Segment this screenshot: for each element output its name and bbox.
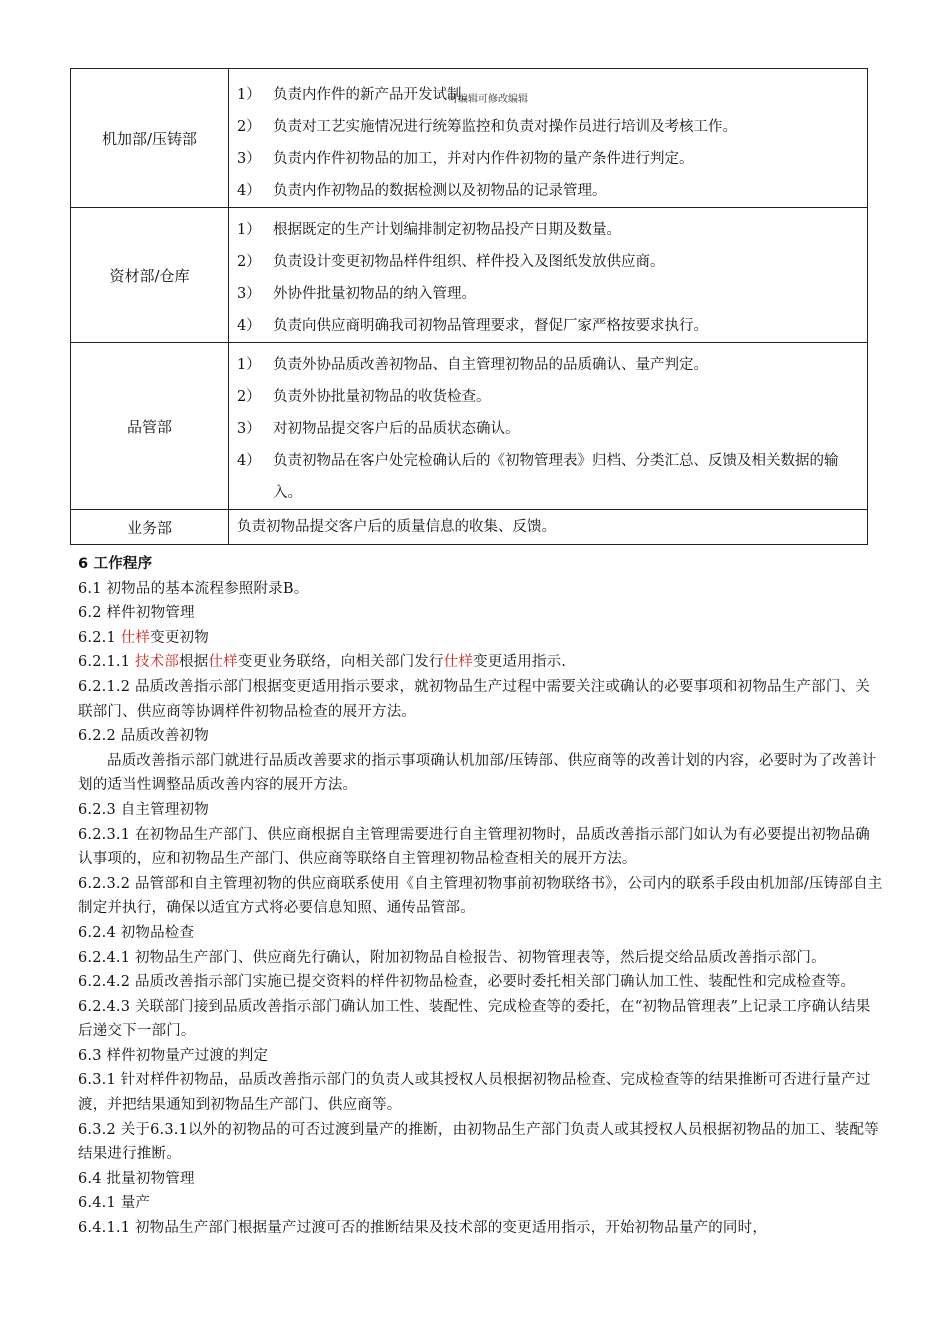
item-number: 1） bbox=[237, 222, 261, 238]
dept-cell bbox=[71, 343, 229, 510]
subsection-heading: 6.3 样件初物量产过渡的判定 bbox=[78, 1047, 269, 1064]
item-text: 负责内作件初物品的加工，并对内作件初物的量产条件进行判定。 bbox=[273, 151, 694, 167]
paragraph: 6.2.4.1 初物品生产部门、供应商先行确认，附加初物品自检报告、初物管理表等，然后提交给品质改善指示部门。 bbox=[78, 949, 826, 966]
dept-name: 品管部 bbox=[126, 417, 172, 436]
paragraph: 6.2.1.2 品质改善指示部门根据变更适用指示要求，就初物品生产过程中需要关注或确认的必要事项和初物品生产部门、关联部门、供应商等协调样件初物品检查的展开方法。 bbox=[78, 678, 870, 720]
subsection-heading: 6.2 样件初物管理 bbox=[78, 605, 195, 622]
section-heading: 6 工作程序 bbox=[78, 556, 153, 572]
item-text: 负责内作初物品的数据检测以及初物品的记录管理。 bbox=[273, 183, 607, 199]
item-number: 4） bbox=[237, 183, 261, 199]
paragraph: 6.2.3.2 品管部和自主管理初物的供应商联系使用《自主管理初物事前初物联络书》，公司内的联系手段由机加部/压铸部自主制定并执行，确保以适宜方式将必要信息知照、通传品管部。 bbox=[78, 875, 883, 917]
list-item bbox=[237, 79, 867, 111]
highlight-text: 技术部 bbox=[134, 654, 180, 671]
list-item bbox=[237, 413, 867, 445]
duties-cell bbox=[229, 69, 868, 208]
dept-name: 业务部 bbox=[126, 518, 172, 537]
paragraph: 6.1 初物品的基本流程参照附录B。 bbox=[78, 580, 309, 597]
paragraph: 品质改善指示部门就进行品质改善要求的指示事项确认机加部/压铸部、供应商等的改善计划的内容，必要时为了改善计划的适当性调整品质改善内容的展开方法。 bbox=[78, 752, 877, 794]
list-item bbox=[237, 278, 867, 310]
subsection-heading: 6.4 批量初物管理 bbox=[78, 1170, 195, 1187]
duties-cell bbox=[229, 208, 868, 343]
paragraph: 6.4.1.1 初物品生产部门根据量产过渡可否的推断结果及技术部的变更适用指示，开始初物品量产的同时， bbox=[78, 1220, 768, 1237]
item-number: 4） bbox=[237, 453, 261, 469]
highlight-text: 仕样 bbox=[443, 654, 474, 671]
item-text: 对初物品提交客户后的品质状态确认。 bbox=[273, 421, 520, 437]
highlight-text: 仕样 bbox=[120, 629, 151, 646]
item-text: 根据既定的生产计划编排制定初物品投产日期及数量。 bbox=[273, 222, 621, 238]
list-item bbox=[237, 143, 867, 175]
table-row bbox=[71, 69, 868, 208]
dept-name: 资材部/仓库 bbox=[109, 266, 190, 285]
paragraph: 6.3.1 针对样件初物品，品质改善指示部门的负责人或其授权人员根据初物品检查、完成检查等的结果推断可否进行量产过渡，并把结果通知到初物品生产部门、供应商等。 bbox=[78, 1072, 871, 1114]
item-number: 3） bbox=[237, 286, 261, 302]
paragraph: 6.2.4.3 关联部门接到品质改善指示部门确认加工性、装配性、完成检查等的委托，在“初物品管理表”上记录工序确认结果后递交下一部门。 bbox=[78, 998, 871, 1040]
paragraph bbox=[78, 650, 884, 675]
duties-cell bbox=[229, 510, 868, 545]
list-item bbox=[237, 111, 867, 143]
list-item bbox=[237, 310, 867, 342]
responsibility-table bbox=[70, 68, 868, 545]
highlight-text: 仕样 bbox=[208, 654, 238, 671]
subsection-heading bbox=[78, 626, 884, 651]
watermark-text: 可编辑可修改编辑 bbox=[448, 94, 528, 105]
item-number: 2） bbox=[237, 254, 261, 270]
paragraph: 6.3.2 关于6.3.1以外的初物品的可否过渡到量产的推断，由初物品生产部门负责人或其授权人员根据初物品的加工、装配等结果进行推断。 bbox=[78, 1121, 879, 1163]
item-text: 负责对工艺实施情况进行统筹监控和负责对操作员进行培训及考核工作。 bbox=[273, 119, 737, 135]
paragraph: 6.2.3.1 在初物品生产部门、供应商根据自主管理需要进行自主管理初物时，品质改善指示部门如认为有必要提出初物品确认事项的，应和初物品生产部门、供应商等联络自主管理初物品检查相关的展开方法。 bbox=[78, 826, 870, 868]
dept-cell bbox=[71, 208, 229, 343]
table-row bbox=[71, 343, 868, 510]
text-run: 根据 bbox=[179, 654, 209, 671]
table-row bbox=[71, 510, 868, 545]
item-number: 4） bbox=[237, 318, 261, 334]
list-item bbox=[237, 246, 867, 278]
item-text: 负责外协品质改善初物品、自主管理初物品的品质确认、量产判定。 bbox=[273, 357, 708, 373]
list-item bbox=[237, 175, 867, 207]
item-text: 负责设计变更初物品样件组织、样件投入及图纸发放供应商。 bbox=[273, 254, 665, 270]
subsection-heading: 6.2.2 品质改善初物 bbox=[78, 728, 209, 745]
item-number: 3） bbox=[237, 421, 261, 437]
item-text: 负责初物品提交客户后的质量信息的收集、反馈。 bbox=[237, 519, 556, 535]
item-text: 负责外协批量初物品的收货检查。 bbox=[273, 389, 491, 405]
item-text: 负责向供应商明确我司初物品管理要求，督促厂家严格按要求执行。 bbox=[273, 318, 708, 334]
item-number: 1） bbox=[237, 357, 261, 373]
subsection-heading: 6.2.3 自主管理初物 bbox=[78, 801, 209, 818]
dept-cell bbox=[71, 510, 229, 545]
item-text: 负责内作件的新产品开发试制。 bbox=[273, 87, 476, 103]
item-number: 2） bbox=[237, 119, 261, 135]
list-item bbox=[237, 445, 867, 509]
text-run: 变更初物 bbox=[150, 629, 209, 646]
list-item bbox=[237, 349, 867, 381]
paragraph: 6.2.4.2 品质改善指示部门实施已提交资料的样件初物品检查，必要时委托相关部门确认加工性、装配性和完成检查等。 bbox=[78, 974, 856, 991]
item-number: 3） bbox=[237, 151, 261, 167]
duties-cell bbox=[229, 343, 868, 510]
dept-name: 机加部/压铸部 bbox=[101, 129, 198, 148]
dept-cell bbox=[71, 69, 229, 208]
text-run: 6.2.1.1 bbox=[78, 654, 135, 671]
text-run: 变更适用指示. bbox=[473, 654, 567, 671]
text-run: 变更业务联络，向相关部门发行 bbox=[237, 654, 444, 671]
list-item bbox=[237, 214, 867, 246]
document-body bbox=[78, 552, 884, 1241]
list-item bbox=[237, 381, 867, 413]
subsection-heading: 6.2.4 初物品检查 bbox=[78, 924, 195, 941]
item-number: 2） bbox=[237, 389, 261, 405]
item-text: 负责初物品在客户处完检确认后的《初物管理表》归档、分类汇总、反馈及相关数据的输入。 bbox=[273, 453, 839, 501]
subsection-heading: 6.4.1 量产 bbox=[78, 1195, 151, 1212]
text-run: 6.2.1 bbox=[78, 629, 121, 646]
table-row bbox=[71, 208, 868, 343]
item-text: 外协件批量初物品的纳入管理。 bbox=[273, 286, 476, 302]
item-number: 1） bbox=[237, 87, 261, 103]
